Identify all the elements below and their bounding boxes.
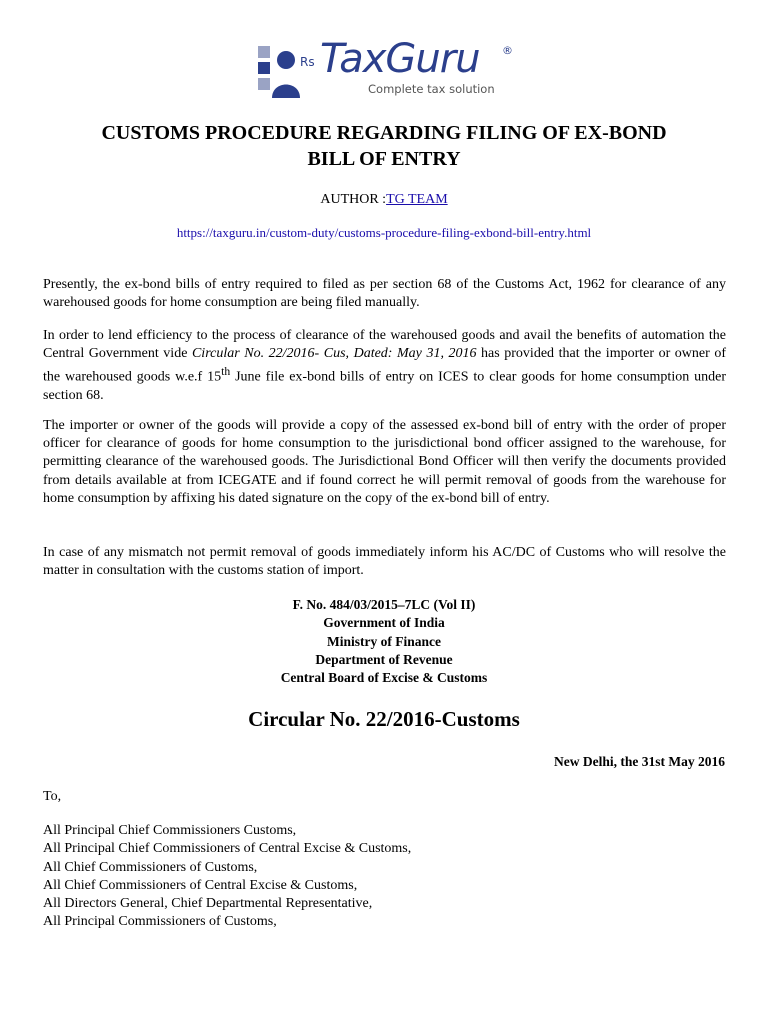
to-line: To, [43,789,62,804]
government-line: Government of India [323,615,445,631]
recipient-item: All Chief Commissioners of Customs, [43,859,258,875]
paragraph-1: Presently, the ex-bond bills of entry required to filed as per section 68 of the Customs Act, 1962 for clearance of any warehoused goods for home consumption are being filed manually. [43,277,726,311]
paragraph-2 [43,327,726,405]
recipient-item: All Principal Chief Commissioners Customs, [43,823,297,838]
paragraph-2-part-b: has provided that the importer or owner of the warehoused goods w.e.f 15 [43,346,726,386]
paragraph-2-part-a: In order to lend efficiency to the process of clearance of the warehoused goods and avail the benefits of automation the Central Government vide [43,328,726,362]
file-number: F. No. 484/03/2015–7LC (Vol II) [292,597,476,612]
recipient-list [43,822,411,932]
paragraph-4: In case of any mismatch not permit removal of goods immediately inform his AC/DC of Customs who will resolve the matter in consultation with the customs station of import. [43,545,726,579]
department-line: Department of Revenue [315,651,453,667]
article-title [40,120,728,172]
recipient-item: All Principal Commissioners of Customs, [43,914,277,930]
ministry-line: Ministry of Finance [327,633,441,649]
title-line-1: CUSTOMS PROCEDURE REGARDING FILING OF EX-BOND [101,122,667,144]
circular-title: Circular No. 22/2016-Customs [248,707,520,731]
article-url[interactable]: https://taxguru.in/custom-duty/customs-procedure-filing-exbond-bill-entry.html [176,225,592,240]
registered-mark: ® [502,44,513,57]
ordinal-suffix: th [221,365,231,379]
paragraph-2-part-c: June file ex-bond bills of entry on ICES to clear goods for home consumption under section 68. [43,370,726,404]
taxguru-logo[interactable] [256,36,526,102]
recipient-item: All Principal Chief Commissioners of Central Excise & Customs, [43,841,412,857]
author-label: AUTHOR : [320,192,387,207]
taxguru-wordmark: TaxGuru [320,36,480,82]
logo-tagline: Complete tax solution [368,82,495,96]
author-link[interactable]: TG TEAM [386,192,448,207]
circular-date: New Delhi, the 31st May 2016 [554,754,725,769]
recipient-item: All Chief Commissioners of Central Excise & Customs, [43,877,358,893]
paragraph-3: The importer or owner of the goods will provide a copy of the assessed ex-bond bill of entry with the order of proper officer for clearance of goods for home consumption to the jurisdictional bond officer assigned to the warehouse, for permitting clearance of the warehoused goods. The Jurisdictional Bond Officer will then verify the documents provided from details available at from ICEGATE and if found correct he will permit removal of goods from the warehouse for home consumption by affixing his dated signature on the copy of the ex-bond bill of entry. [43,418,726,506]
taxguru-logo-icon [256,42,316,100]
circular-reference: Circular No. 22/2016- Cus, Dated: May 31, 2016 [191,346,477,362]
recipient-item: All Directors General, Chief Departmental Representative, [43,896,373,912]
svg-text:Rs: Rs [300,55,315,69]
author-line [0,192,768,208]
title-line-2: BILL OF ENTRY [307,148,461,170]
board-line: Central Board of Excise & Customs [280,670,488,686]
circular-issuer-block [0,596,768,687]
